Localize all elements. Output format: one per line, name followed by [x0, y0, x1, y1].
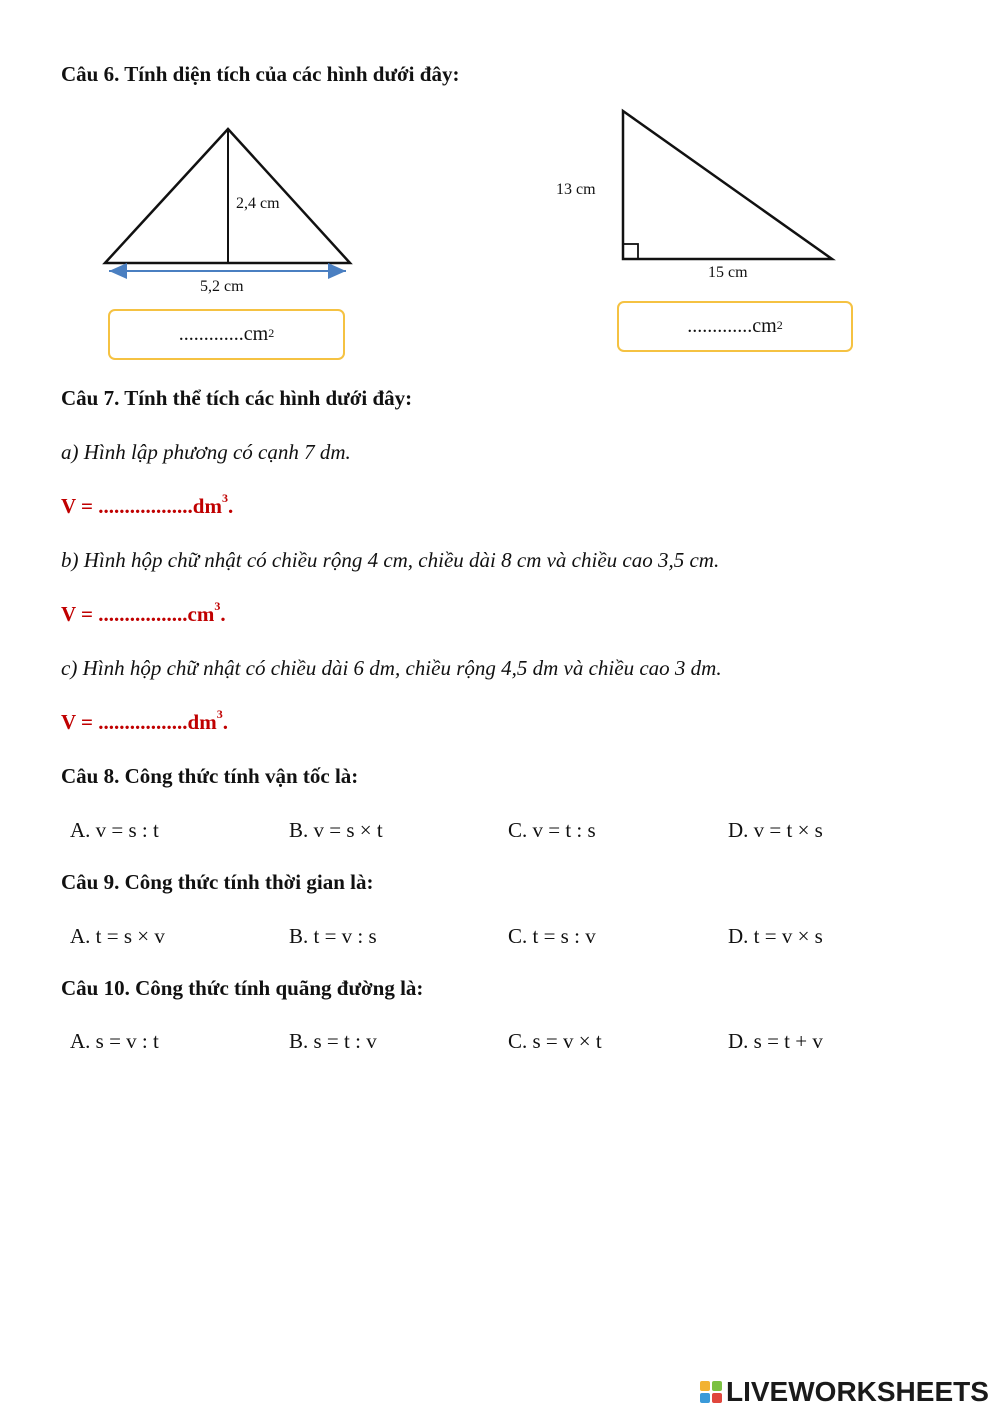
vertical-leg-label: 13 cm: [556, 181, 596, 198]
q7-part-b-answer[interactable]: [61, 599, 226, 627]
answer-unit: cm: [243, 323, 269, 345]
answer-blank: .............: [178, 323, 244, 345]
q9-option-a[interactable]: A. t = s × v: [70, 924, 165, 948]
right-triangle-outline: [623, 111, 832, 259]
answer-exponent: 3: [214, 599, 221, 613]
answer-end: .: [222, 710, 228, 734]
q10-option-b[interactable]: B. s = t : v: [289, 1029, 377, 1053]
q7-title: Câu 7. Tính thể tích các hình dưới đây:: [61, 386, 413, 410]
answer-unit: dm: [187, 710, 217, 734]
q9-option-b[interactable]: B. t = v : s: [289, 924, 377, 948]
q7-part-c-answer[interactable]: [61, 707, 228, 735]
right-angle-mark: [623, 244, 638, 259]
q8-option-a[interactable]: A. v = s : t: [70, 818, 159, 842]
q7-part-b-prompt: b) Hình hộp chữ nhật có chiều rộng 4 cm, chiều dài 8 cm và chiều cao 3,5 cm.: [61, 548, 720, 572]
answer-blank: .............: [687, 315, 753, 337]
q8-option-c[interactable]: C. v = t : s: [508, 818, 596, 842]
q9-option-d[interactable]: D. t = v × s: [728, 924, 823, 948]
q7-part-c-prompt: c) Hình hộp chữ nhật có chiều dài 6 dm, chiều rộng 4,5 dm và chiều cao 3 dm.: [61, 656, 722, 680]
q10-option-a[interactable]: A. s = v : t: [70, 1029, 159, 1053]
triangle-area-answer-box[interactable]: [108, 309, 345, 360]
q8-title: Câu 8. Công thức tính vận tốc là:: [61, 764, 359, 788]
answer-end: .: [227, 494, 234, 518]
answer-unit: cm: [187, 602, 215, 626]
q10-option-d[interactable]: D. s = t + v: [728, 1029, 823, 1053]
answer-exponent: 2: [776, 317, 783, 332]
q10-title: Câu 10. Công thức tính quãng đường là:: [61, 976, 424, 1000]
answer-prefix: V = ..................: [61, 494, 193, 518]
right-triangle-figure: [612, 104, 844, 266]
answer-unit: dm: [192, 494, 222, 518]
liveworksheets-logo: [700, 1376, 989, 1408]
answer-end: .: [220, 602, 226, 626]
triangle-figure: [95, 120, 365, 280]
answer-exponent: 3: [216, 707, 223, 721]
answer-exponent: 2: [268, 325, 275, 340]
q9-option-c[interactable]: C. t = s : v: [508, 924, 596, 948]
answer-exponent: 3: [221, 491, 228, 505]
answer-unit: cm: [752, 315, 777, 337]
q7-part-a-answer[interactable]: [61, 491, 234, 519]
q8-option-b[interactable]: B. v = s × t: [289, 818, 383, 842]
q7-part-a-prompt: a) Hình lập phương có cạnh 7 dm.: [61, 440, 351, 464]
answer-prefix: V = .................: [61, 602, 188, 626]
triangle-height-label: 2,4 cm: [236, 195, 280, 212]
right-triangle-area-answer-box[interactable]: [617, 301, 853, 352]
triangle-base-label: 5,2 cm: [200, 278, 244, 295]
answer-prefix: V = .................: [61, 710, 188, 734]
q10-option-c[interactable]: C. s = v × t: [508, 1029, 602, 1053]
horizontal-leg-label: 15 cm: [708, 264, 748, 281]
logo-mark-icon: [700, 1381, 722, 1403]
logo-text: LIVEWORKSHEETS: [726, 1376, 989, 1407]
q9-title: Câu 9. Công thức tính thời gian là:: [61, 870, 374, 894]
q8-option-d[interactable]: D. v = t × s: [728, 818, 823, 842]
q6-title: Câu 6. Tính diện tích của các hình dưới đây:: [61, 62, 460, 86]
